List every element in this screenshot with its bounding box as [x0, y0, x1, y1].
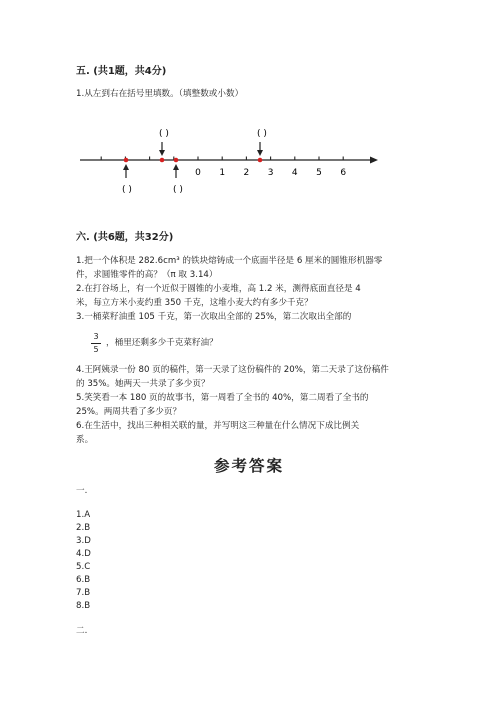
answers-part-1-list [76, 509, 91, 613]
answer-item: 5.C [76, 562, 91, 572]
number-line-tick-label: 2 [243, 168, 250, 178]
fraction [91, 332, 101, 355]
point-marker [124, 158, 129, 163]
answer-item: 3.D [76, 536, 91, 546]
question-6-6-line2: 系。 [76, 435, 94, 445]
number-line-tick-label: 0 [195, 168, 201, 178]
question-6-4-line2: 的 35%。她两天一共录了多少页？ [76, 379, 210, 389]
up-arrow-head-icon [123, 164, 129, 170]
answer-item: 1.A [76, 510, 91, 520]
section-5-heading: 五. (共1题，共4分) [76, 66, 167, 77]
number-line-tick-labels [195, 168, 346, 178]
question-6-3-line1: 3.一桶菜籽油重 105 千克，第一次取出全部的 25%，第二次取出全部的 [76, 312, 352, 322]
answer-item: 2.B [76, 523, 91, 533]
answers-part-1-label: 一. [76, 486, 88, 496]
number-line-figure [0, 120, 500, 200]
question-5-1: 1.从左到右在括号里填数。（填整数或小数） [76, 89, 244, 99]
number-line-tick-label: 5 [316, 168, 322, 178]
question-6-5-line2: 25%。两周共看了多少页？ [76, 407, 182, 417]
question-6-2-line2: 米，每立方米小麦约重 350 千克，这堆小麦大约有多少千克？ [76, 298, 313, 308]
answer-blank-bottom: ( ) [173, 185, 183, 195]
question-6-4-line1: 4.王阿姨录一份 80 页的稿件，第一天录了这份稿件的 20%，第二天录了这份稿件 [76, 365, 389, 375]
point-marker [258, 158, 263, 163]
fraction-numerator: 3 [93, 332, 99, 341]
point-marker [174, 158, 179, 163]
question-6-1-line1: 1.把一个体积是 282.6cm³ 的铁块熔铸成一个底面半径是 6 厘米的圆锥形机器零 [76, 256, 383, 266]
answer-item: 4.D [76, 549, 91, 559]
down-arrow-head-icon [159, 150, 165, 156]
fraction-denominator: 5 [93, 345, 99, 354]
number-line-tick-label: 1 [219, 168, 226, 178]
answer-blank-top: ( ) [257, 129, 267, 139]
down-arrow-head-icon [257, 150, 263, 156]
number-line-tick-label: 3 [267, 168, 274, 178]
fraction-bar [91, 343, 101, 344]
number-line-tick-label: 4 [291, 168, 298, 178]
question-6-5-line1: 5.笑笑看一本 180 页的故事书，第一周看了全书的 40%，第二周看了全书的 [76, 393, 369, 403]
answers-title: 参考答案 [214, 456, 285, 475]
number-line-arrow [370, 157, 378, 164]
answer-blank-top: ( ) [159, 129, 169, 139]
question-6-2-line1: 2.在打谷场上，有一个近似于圆锥的小麦堆，高 1.2 米，测得底面直径是 4 [76, 284, 361, 294]
answer-item: 7.B [76, 588, 91, 598]
point-marker [160, 158, 165, 163]
question-6-1-line2: 件，求圆锥零件的高？（π 取 3.14） [76, 270, 218, 280]
number-line-tick-label: 6 [340, 168, 347, 178]
up-arrow-head-icon [173, 164, 179, 170]
answer-blank-bottom: ( ) [122, 185, 132, 195]
question-6-6-line1: 6.在生活中，找出三种相关联的量，并写明这三种量在什么情况下成比例关 [76, 421, 360, 431]
question-6-3-line2: ，桶里还剩多少千克菜籽油？ [106, 338, 218, 348]
answer-item: 6.B [76, 575, 91, 585]
answer-item: 8.B [76, 601, 91, 611]
section-6-heading: 六. (共6题，共32分) [76, 232, 174, 243]
answers-part-2-label: 二. [76, 626, 88, 636]
